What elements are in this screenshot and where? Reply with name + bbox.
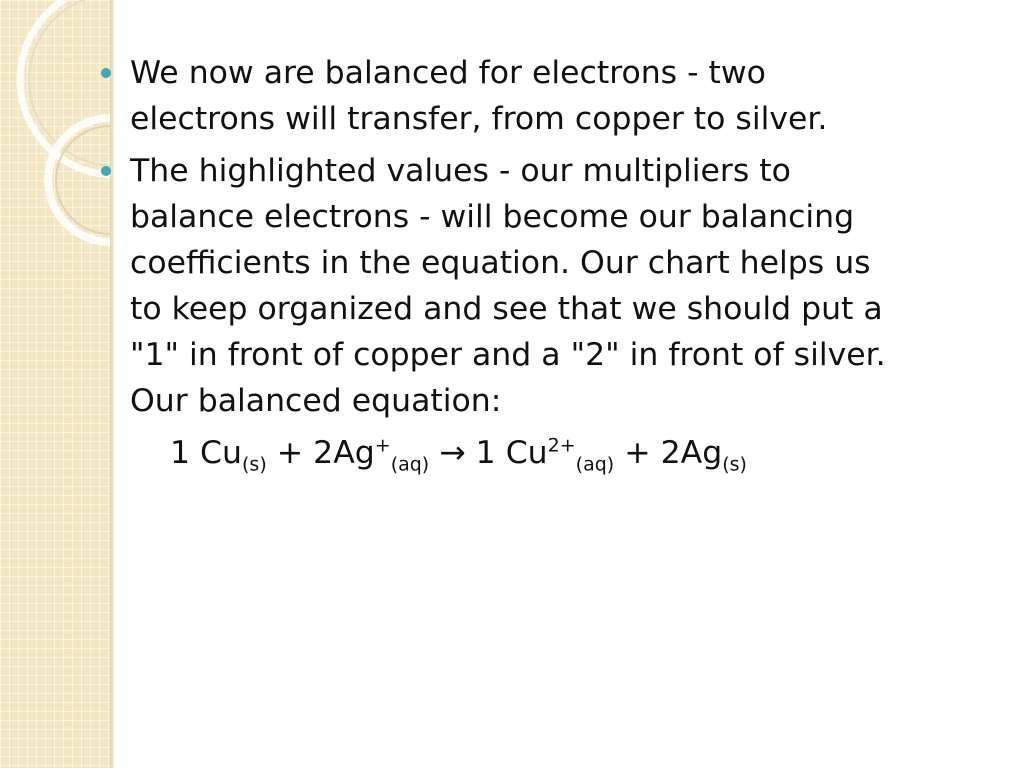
equation-silver-ion: + 2Ag — [266, 435, 375, 471]
bullet-text: We now are balanced for electrons - two electrons will transfer, from copper to silver. — [130, 55, 828, 137]
state-solid: (s) — [722, 453, 747, 476]
decorative-rings — [0, 0, 110, 300]
bullet-item-electrons — [98, 50, 898, 142]
equation-copper-reactant: 1 Cu — [170, 435, 243, 471]
charge-plus: + — [374, 434, 391, 457]
equation-arrow-copper-ion: → 1 Cu — [429, 435, 548, 471]
bullet-list — [98, 50, 898, 424]
equation-silver-product: + 2Ag — [614, 435, 723, 471]
balanced-equation — [98, 430, 898, 476]
bullet-item-coefficients — [98, 148, 898, 424]
charge-two-plus: 2+ — [547, 434, 576, 457]
bullet-icon — [101, 68, 111, 78]
bullet-icon — [101, 166, 111, 176]
state-aqueous: (aq) — [575, 453, 615, 476]
state-solid: (s) — [242, 453, 267, 476]
decorative-side-panel — [0, 0, 110, 768]
state-aqueous: (aq) — [390, 453, 430, 476]
slide-body — [98, 50, 898, 476]
bullet-text: The highlighted values - our multipliers to balance electrons - will become our balancing coefficients in the equation. Our chart helps us to keep organized and see that we should put a "1" in front of copper and a "2" in front of silver. Our balanced equation: — [130, 153, 886, 419]
